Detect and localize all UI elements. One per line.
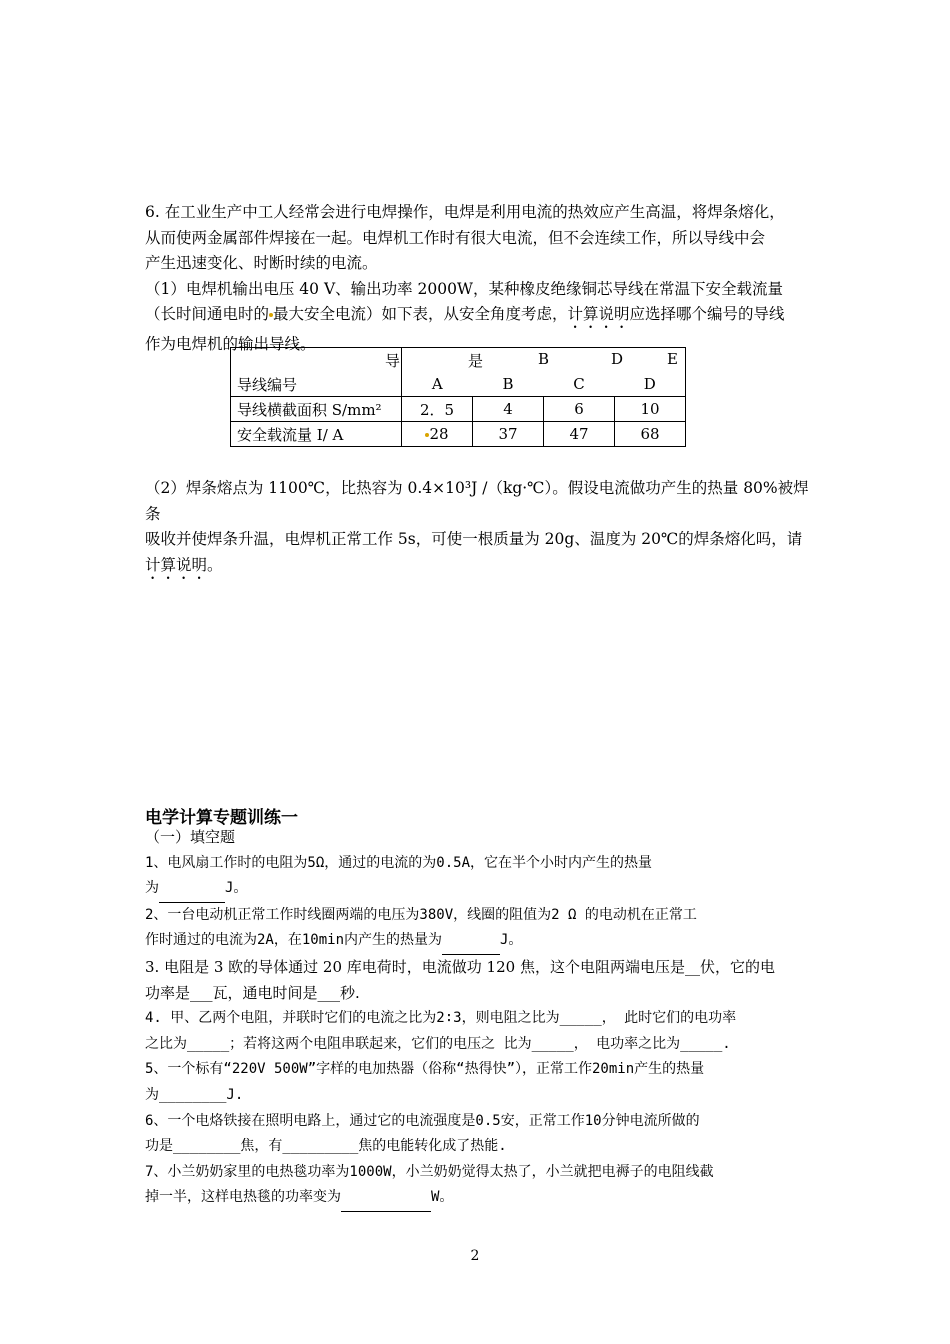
question-4-line2: 之比为_____；若将这两个电阻串联起来，它们的电压之 比为_____， 电功率之比为_____. (145, 1035, 731, 1052)
q6-intro-line1: 6. 在工业生产中工人经常会进行电焊操作，电焊是利用电流的热效应产生高温，将焊条熔化， (145, 203, 785, 221)
fill-in-questions (145, 825, 815, 1212)
question-3-line2: 功率是___瓦，通电时间是___秒. (145, 983, 360, 1002)
question-5-line2: 为________J. (145, 1086, 244, 1103)
q6-part2-line1: （2）焊条熔点为 1100℃，比热容为 0.4×10³J /（kg·℃）。假设电流做功产生的热量 80%被焊条 (145, 479, 809, 523)
question-2-line2: 作时通过的电流为2A，在10min内产生的热量为 J。 (145, 928, 815, 955)
question-5-line1: 5、一个标有“220V 500W”字样的电加热器（俗称“热得快”），正常工作20min产生的热量 (145, 1061, 705, 1078)
question-4-line1: 4. 甲、乙两个电阻，并联时它们的电流之比为2∶3，则电阻之比为_____， 此时它们的电功率 (145, 1010, 737, 1027)
q6-part2-line3: 计算说明。 (145, 555, 223, 574)
table-row: 导线编号 A B C D (231, 372, 686, 397)
answer-blank (159, 876, 225, 903)
question-7-line1: 7、小兰奶奶家里的电热毯功率为1000W，小兰奶奶觉得太热了，小兰就把电褥子的电阻线截 (145, 1163, 714, 1180)
question-6-line1: 6、一个电烙铁接在照明电路上，通过它的电流强度是0.5安，正常工作10分钟电流所做的 (145, 1112, 700, 1129)
answer-blank (341, 1185, 431, 1212)
answer-blank (442, 928, 500, 955)
q6-intro-line3: 产生迅速变化、时断时续的电流。 (145, 254, 378, 272)
q6-part1-line1: （1）电焊机输出电压 40 V、输出功率 2000W，某种橡皮绝缘铜芯导线在常温下安全载流量 (145, 279, 783, 298)
table-row (231, 348, 686, 373)
section-subtitle: （一）填空题 (145, 829, 236, 846)
emphasis-calc: 计算说明 (567, 305, 630, 323)
emphasis-calc: 计算说明 (145, 555, 208, 574)
table-header-overlay: 导 是 B D E (385, 350, 678, 370)
q6-part2-line2: 吸收并使焊条升温，电焊机正常工作 5s，可使一根质量为 20g、温度为 20℃的焊条熔化吗，请 (145, 530, 803, 548)
wire-spec-table (230, 347, 686, 447)
q6-part1-line3: 作为电焊机的输出导线。 (145, 335, 316, 353)
question-7-line2: 掉一半，这样电热毯的功率变为 W。 (145, 1185, 815, 1212)
q6-part1-line2: （长时间通电时的 最大安全电流）如下表，从安全角度考虑，计算说明应选择哪个编号的导线 (145, 305, 785, 323)
table-row: 导线横截面积 S/mm² 2．5 4 6 10 (231, 397, 686, 422)
page-number: 2 (470, 1248, 480, 1264)
q6-part2 (145, 476, 815, 583)
q6-intro (145, 200, 815, 358)
question-2-line1: 2、一台电动机正常工作时线圈两端的电压为380V，线圈的阻值为2 Ω 的电动机在正常工 (145, 906, 697, 923)
question-1-line2: 为 J。 (145, 876, 815, 903)
question-6-line2: 功是________焦，有_________焦的电能转化成了热能. (145, 1138, 507, 1155)
question-3-line1: 3. 电阻是 3 欧的导体通过 20 库电荷时，电流做功 120 焦，这个电阻两端电压是__伏，它的电 (145, 957, 775, 976)
section-title: 电学计算专题训练一 (145, 808, 298, 828)
q6-intro-line2: 从而使两金属部件焊接在一起。电焊机工作时有很大电流，但不会连续工作，所以导线中会 (145, 228, 766, 247)
table-row: 安全载流量 I/ A 28 37 47 68 (231, 422, 686, 447)
question-1-line1: 1、电风扇工作时的电阻为5Ω，通过的电流的为0.5A，它在半个小时内产生的热量 (145, 854, 652, 871)
